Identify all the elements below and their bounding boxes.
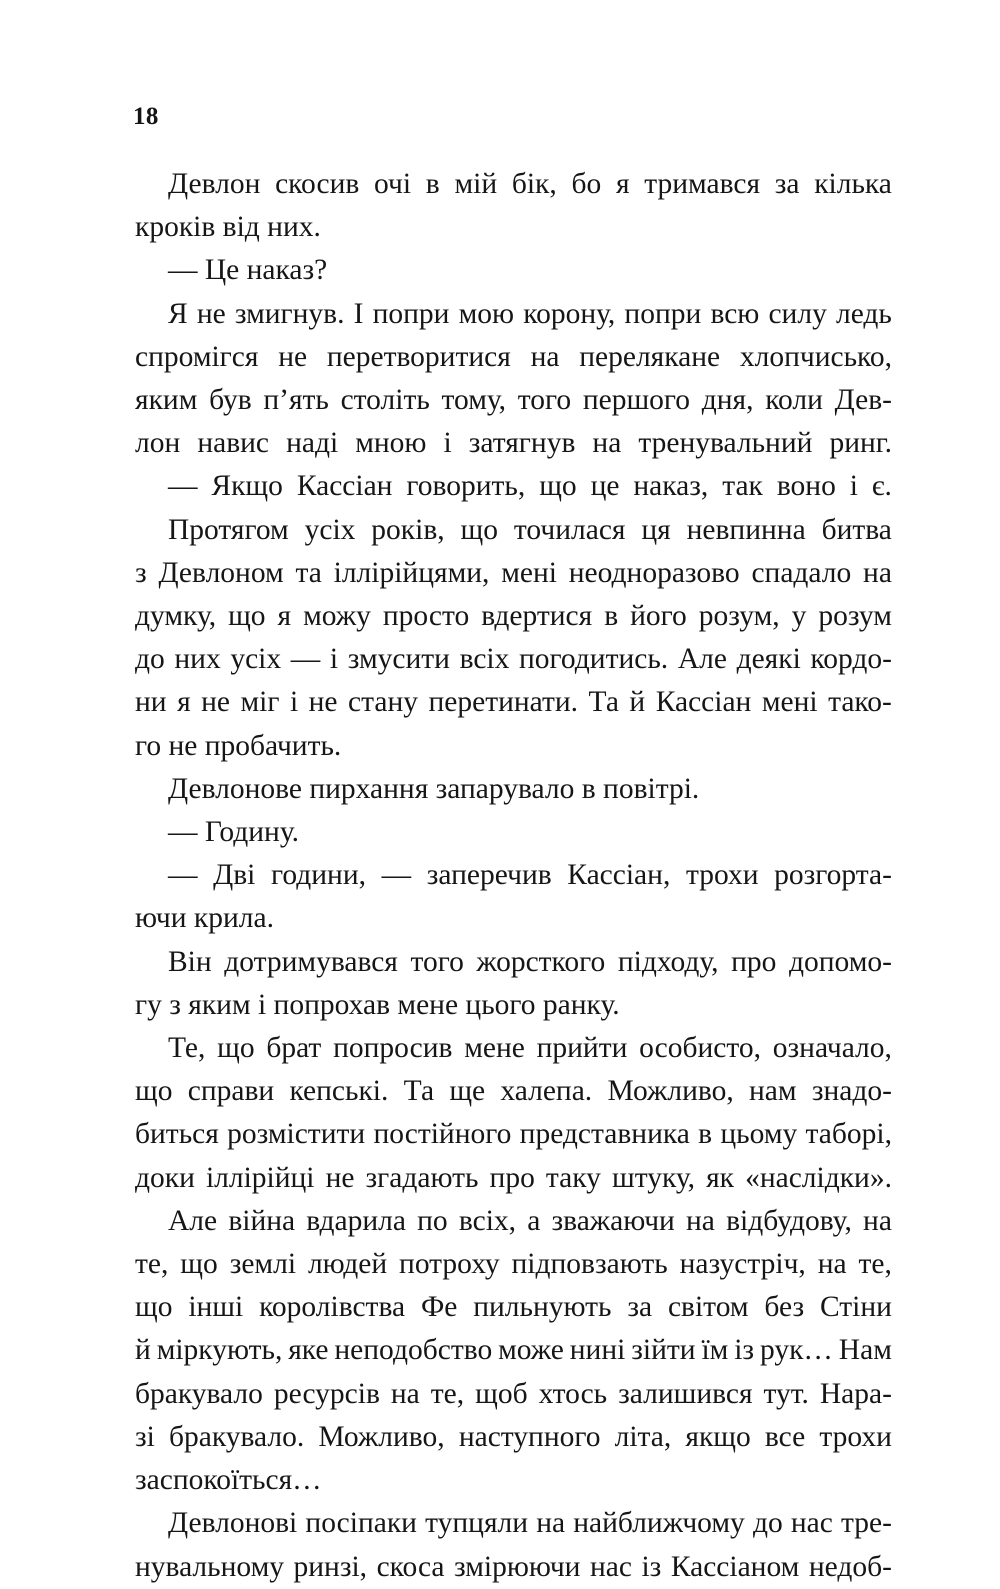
text-line <box>135 1286 892 1329</box>
text-word: не <box>278 340 308 373</box>
text-word: а <box>527 1204 541 1237</box>
text-word: — <box>168 859 198 892</box>
text-word: коли <box>765 384 823 417</box>
text-word: Можливо, <box>607 1075 734 1108</box>
text-line <box>135 1416 892 1459</box>
text-word: «наслідки». <box>745 1161 892 1194</box>
text-word: вдарила <box>306 1204 406 1237</box>
text-word: до <box>135 643 165 676</box>
text-word: із <box>734 1334 755 1367</box>
text-word: можу <box>303 600 371 633</box>
text-word: Протягом <box>168 513 289 546</box>
text-word: літа, <box>614 1420 672 1453</box>
text-word: потроху <box>399 1248 500 1281</box>
text-word: іллірійцями, <box>333 556 490 589</box>
text-line <box>135 336 892 379</box>
text-word: як <box>706 1161 735 1194</box>
text-word: кордо- <box>810 643 892 676</box>
text-word: століть <box>340 384 430 417</box>
text-word: того <box>517 384 572 417</box>
text-word: підходу, <box>617 945 719 978</box>
text-word: того <box>410 945 464 978</box>
text-word: розум, <box>698 600 780 633</box>
text-word: тому, <box>441 384 507 417</box>
text-word: бо <box>571 168 602 200</box>
text-word: Девлон <box>168 168 261 200</box>
text-word: тут. <box>763 1377 809 1410</box>
text-word: допомо- <box>789 945 892 978</box>
text-line: го не пробачить. <box>135 729 342 762</box>
text-word: я <box>615 168 630 200</box>
text-word: І <box>353 297 364 330</box>
text-word: погодитись. <box>518 643 669 676</box>
text-line <box>135 552 892 595</box>
text-word: кілька <box>814 168 892 200</box>
text-word: Кассіаном <box>670 1550 800 1583</box>
text-word: доки <box>135 1161 195 1194</box>
text-word: це <box>590 470 620 503</box>
text-line: заспокоїться… <box>135 1464 322 1497</box>
text-word: і <box>443 427 452 460</box>
text-word: жорсткого <box>476 945 606 978</box>
text-word: бракувало <box>135 1377 263 1410</box>
text-word: так <box>722 470 763 503</box>
text-word: тре- <box>841 1507 892 1540</box>
text-word: просто <box>382 600 470 633</box>
text-word: мені <box>501 556 557 589</box>
text-word: воно <box>776 470 836 503</box>
text-line <box>135 941 892 984</box>
text-line <box>135 595 892 638</box>
text-word: ринзі, <box>293 1550 368 1583</box>
text-word: особисто, <box>639 1032 762 1065</box>
text-word: про <box>489 1161 535 1194</box>
text-word: те, <box>135 1248 169 1281</box>
text-word: ресурсів <box>273 1377 380 1410</box>
text-word: не <box>325 1161 355 1194</box>
text-word: зважаючи <box>551 1204 675 1237</box>
text-word: по <box>417 1204 448 1237</box>
text-word: розмістити <box>227 1118 366 1151</box>
text-word: на <box>817 1248 847 1281</box>
text-word: підповзають <box>511 1248 668 1281</box>
text-word: щоб <box>475 1377 528 1410</box>
text-word: з <box>135 556 147 589</box>
text-word: таку <box>545 1161 601 1194</box>
text-word: ще <box>449 1075 486 1108</box>
text-word: наказ, <box>633 470 709 503</box>
text-word: вдертися <box>481 600 593 633</box>
text-word: Девлоном <box>158 556 284 589</box>
text-word: посіпаки <box>305 1507 417 1540</box>
text-word: трохи <box>685 859 759 892</box>
text-word: мною <box>355 427 427 460</box>
text-line <box>135 1502 892 1545</box>
text-word: години, <box>271 859 367 892</box>
text-word: Та <box>588 686 619 719</box>
text-word: й <box>135 1334 151 1367</box>
text-word: корону, <box>523 297 616 330</box>
text-word: тако- <box>828 686 892 719</box>
text-word: все <box>764 1420 806 1453</box>
text-line <box>135 1070 892 1113</box>
text-word: всю <box>710 297 760 330</box>
text-word: років, <box>371 513 445 546</box>
text-word: представника <box>519 1118 690 1151</box>
text-word: перетворитися <box>326 340 511 373</box>
text-word: що <box>539 470 577 503</box>
text-word: неподобство <box>334 1334 493 1367</box>
text-word: до <box>752 1507 783 1540</box>
text-line <box>135 379 892 422</box>
text-word: те, <box>858 1248 892 1281</box>
text-word: зійти <box>631 1334 696 1367</box>
text-line <box>135 163 892 206</box>
text-line <box>135 1373 892 1416</box>
text-word: розум <box>818 600 892 633</box>
text-line: — Це наказ? <box>168 254 328 287</box>
text-word: нині <box>569 1334 626 1367</box>
text-word: Він <box>168 945 212 978</box>
text-word: світом <box>667 1291 749 1324</box>
text-word: у <box>791 600 807 633</box>
text-word: говорить, <box>406 470 526 503</box>
text-word: бракувало. <box>169 1420 305 1453</box>
text-word: Але <box>677 643 727 676</box>
text-word: неодноразово <box>568 556 740 589</box>
text-word: заперечив <box>426 859 552 892</box>
text-word: Та <box>403 1075 435 1108</box>
text-word: — <box>168 470 198 503</box>
text-word: затягнув <box>468 427 576 460</box>
text-line <box>135 1546 892 1589</box>
text-line <box>135 465 892 508</box>
text-line <box>135 1157 892 1200</box>
text-word: найближчому <box>573 1507 745 1540</box>
text-word: халепа. <box>500 1075 593 1108</box>
text-word: яке <box>288 1334 329 1367</box>
text-word: справи <box>187 1075 275 1108</box>
text-line <box>135 681 892 724</box>
text-word: є. <box>871 470 892 503</box>
text-word: я <box>177 686 191 719</box>
text-word: не <box>308 686 338 719</box>
text-word: міркують, <box>156 1334 283 1367</box>
text-word: не <box>201 686 231 719</box>
text-word: трохи <box>819 1420 892 1453</box>
text-word: наступного <box>458 1420 601 1453</box>
text-word: биться <box>135 1118 219 1151</box>
text-word: Девлонові <box>168 1507 298 1540</box>
text-word: був <box>209 384 252 417</box>
text-word: що <box>460 513 498 546</box>
text-word: і <box>849 470 858 503</box>
text-line <box>135 1329 892 1372</box>
text-word: про <box>731 945 777 978</box>
text-word: інші <box>188 1291 244 1324</box>
text-word: тупцяли <box>425 1507 529 1540</box>
text-word: що <box>135 1291 173 1324</box>
text-word: дотримувався <box>224 945 398 978</box>
text-line: — Годину. <box>168 816 299 849</box>
text-word: Стіни <box>820 1291 892 1324</box>
text-word: і <box>329 643 339 676</box>
text-word: Але <box>168 1204 218 1237</box>
text-word: за <box>774 168 800 200</box>
text-word: лон <box>135 427 181 460</box>
text-word: в <box>425 168 440 200</box>
text-word: знадо- <box>811 1075 892 1108</box>
text-word: яким <box>135 384 198 417</box>
text-word: них <box>174 643 221 676</box>
text-word: скосив <box>275 168 360 200</box>
text-word: мій <box>454 168 498 200</box>
text-word: те, <box>430 1377 465 1410</box>
text-word: ринг. <box>829 427 892 460</box>
text-word: що <box>228 600 266 633</box>
text-word: попросив <box>333 1032 453 1065</box>
text-word: — <box>381 859 412 892</box>
text-word: назустріч, <box>679 1248 806 1281</box>
text-word: першого <box>582 384 691 417</box>
text-word: людей <box>307 1248 388 1281</box>
text-word: цьому <box>720 1118 798 1151</box>
text-word: нас <box>790 1507 833 1540</box>
text-line <box>135 1200 892 1243</box>
text-word: королівства <box>259 1291 406 1324</box>
text-word: я <box>277 600 292 633</box>
text-word: усіх <box>230 643 282 676</box>
body-text-block <box>135 163 892 1589</box>
text-word: невпинна <box>686 513 806 546</box>
page-number: 18 <box>133 103 159 130</box>
text-word: Нам <box>838 1334 892 1367</box>
text-word: означало, <box>772 1032 892 1065</box>
text-word: постійного <box>373 1118 512 1151</box>
text-word: на <box>592 427 622 460</box>
text-line <box>135 1027 892 1070</box>
text-word: тренувальний <box>638 427 813 460</box>
text-word: їм <box>701 1334 729 1367</box>
text-word: деякі <box>736 643 801 676</box>
text-word: точилася <box>513 513 626 546</box>
text-word: таборі, <box>805 1118 892 1151</box>
text-word: рук… <box>759 1334 833 1367</box>
text-word: перетинати. <box>428 686 579 719</box>
text-word: навис <box>197 427 270 460</box>
text-word: прийти <box>536 1032 628 1065</box>
text-word: землі <box>229 1248 297 1281</box>
text-word: війна <box>228 1204 296 1237</box>
text-word: ни <box>135 686 167 719</box>
text-word: іллірійці <box>205 1161 315 1194</box>
text-word: скоса <box>376 1550 445 1583</box>
text-word: ледь <box>835 297 892 330</box>
text-line <box>135 509 892 552</box>
text-word: пильнують <box>473 1291 612 1324</box>
text-word: тримався <box>644 168 761 200</box>
text-word: відбудову, <box>726 1204 852 1237</box>
text-word: думку, <box>135 600 217 633</box>
text-line: ючи крила. <box>135 902 274 935</box>
text-word: за <box>627 1291 653 1324</box>
text-word: нувальному <box>135 1550 284 1583</box>
text-word: силу <box>768 297 827 330</box>
text-word: хлопчисько, <box>739 340 892 373</box>
text-word: стану <box>348 686 418 719</box>
text-word: ця <box>641 513 671 546</box>
text-word: мені <box>761 686 818 719</box>
text-word: Якщо <box>211 470 283 503</box>
text-word: всіх <box>459 643 510 676</box>
text-word: мою <box>458 297 515 330</box>
text-word: на <box>530 340 560 373</box>
text-word: зі <box>135 1420 155 1453</box>
text-word: без <box>764 1291 805 1324</box>
text-word: штуку, <box>611 1161 696 1194</box>
text-word: Я <box>168 297 188 330</box>
text-word: й <box>629 686 646 719</box>
text-word: в <box>604 600 619 633</box>
text-word: нас <box>589 1550 632 1583</box>
text-word: хтось <box>538 1377 608 1410</box>
text-word: на <box>686 1204 715 1237</box>
text-word: Кассіан <box>296 470 393 503</box>
text-word: дня, <box>701 384 754 417</box>
text-line <box>135 1243 892 1286</box>
text-word: на <box>390 1377 420 1410</box>
text-line <box>135 854 892 897</box>
text-word: не <box>196 297 226 330</box>
text-word: кепські. <box>289 1075 389 1108</box>
text-word: спадало <box>751 556 852 589</box>
text-word: що <box>135 1075 173 1108</box>
text-word: недоб- <box>808 1550 892 1583</box>
text-word: Можливо, <box>318 1420 445 1453</box>
text-word: наді <box>286 427 339 460</box>
text-word: Дев- <box>834 384 892 417</box>
text-word: битва <box>821 513 892 546</box>
text-word: залишився <box>618 1377 753 1410</box>
text-line <box>135 293 892 336</box>
text-word: попри <box>372 297 450 330</box>
text-word: на <box>863 556 892 589</box>
text-word: що <box>217 1032 255 1065</box>
text-word: усіх <box>304 513 356 546</box>
text-word: бік, <box>511 168 557 200</box>
text-word: всіх, <box>458 1204 517 1237</box>
text-word: його <box>630 600 687 633</box>
text-word: Кассіан <box>655 686 752 719</box>
text-word: Дві <box>213 859 256 892</box>
text-word: Нара- <box>819 1377 892 1410</box>
text-word: Те, <box>168 1032 206 1065</box>
text-word: якщо <box>685 1420 751 1453</box>
text-word: згадають <box>365 1161 479 1194</box>
text-line: Девлонове пирхання запарувало в повітрі. <box>168 772 700 805</box>
text-word: що <box>180 1248 218 1281</box>
text-line: гу з яким і попрохав мене цього ранку. <box>135 988 620 1021</box>
text-word: може <box>498 1334 564 1367</box>
text-word: змигнув. <box>234 297 345 330</box>
text-word: змірюючи <box>454 1550 581 1583</box>
text-word: п’ять <box>263 384 329 417</box>
text-word: Фе <box>420 1291 458 1324</box>
text-word: на <box>536 1507 566 1540</box>
text-word: із <box>641 1550 662 1583</box>
text-word: — <box>290 643 321 676</box>
text-word: брат <box>266 1032 322 1065</box>
text-line <box>135 638 892 681</box>
text-word: в <box>698 1118 713 1151</box>
text-word: мене <box>464 1032 525 1065</box>
text-word: розгорта- <box>774 859 892 892</box>
text-word: попри <box>624 297 702 330</box>
text-word: та <box>295 556 322 589</box>
text-word: Кассіан, <box>567 859 671 892</box>
text-line <box>135 1113 892 1156</box>
text-word: змусити <box>347 643 450 676</box>
text-word: перелякане <box>579 340 721 373</box>
text-word: і <box>289 686 299 719</box>
text-word: міг <box>240 686 280 719</box>
text-word: очі <box>374 168 412 200</box>
text-word: спромігся <box>135 340 259 373</box>
text-word: нам <box>748 1075 797 1108</box>
text-line <box>135 422 892 465</box>
text-line: кроків від них. <box>135 211 321 244</box>
text-word: на <box>863 1204 892 1237</box>
